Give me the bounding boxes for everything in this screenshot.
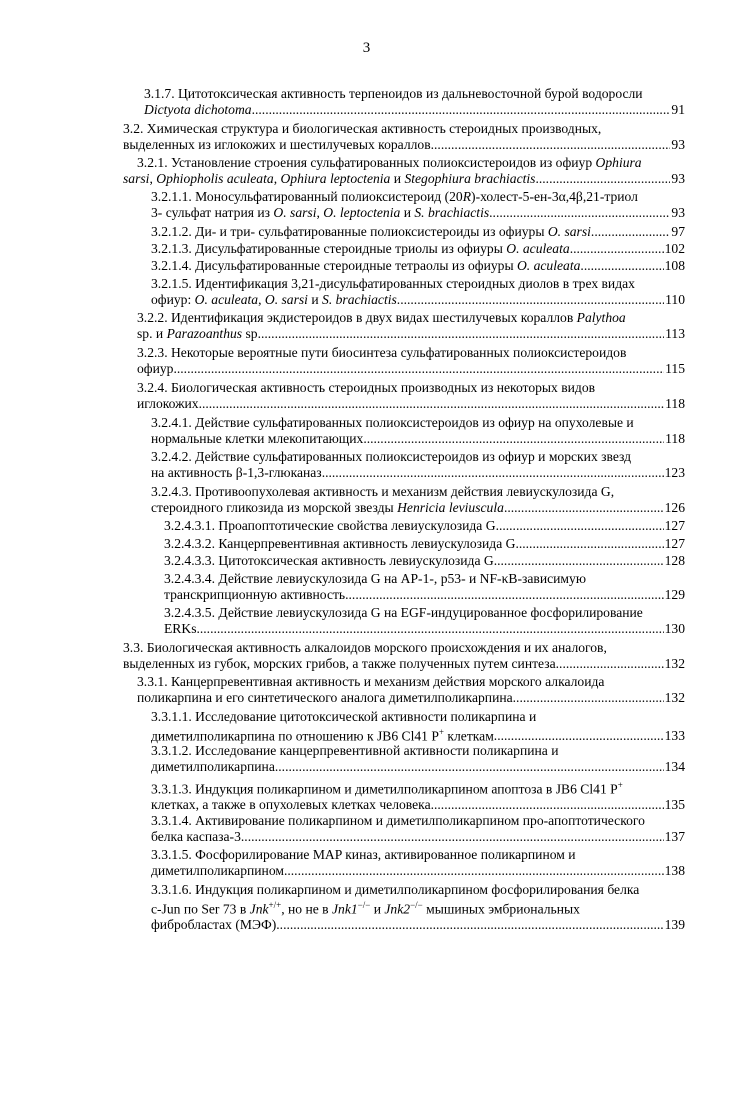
toc-page-number: 135 (664, 797, 685, 813)
toc-entry[interactable] (151, 415, 685, 446)
toc-entry[interactable] (137, 380, 685, 411)
dot-leader (556, 656, 664, 672)
dot-leader (496, 518, 664, 534)
toc-entry-line: 3.3. Биологическая активность алкалоидов морского происхождения и их аналогов, (123, 640, 607, 655)
dot-leader (494, 728, 664, 744)
toc-page-number: 133 (664, 728, 685, 744)
dot-leader (199, 396, 665, 412)
page-number: 3 (362, 40, 371, 56)
toc-entry[interactable] (144, 86, 685, 117)
toc-entry-line: 3- сульфат натрия из O. sarsi, O. leptoctenia и S. brachiactis (151, 204, 490, 220)
toc-entry[interactable] (151, 241, 685, 257)
toc-page-number: 93 (671, 170, 685, 186)
dot-leader (363, 431, 664, 447)
toc-entry-line: sp. и Parazoanthus sp. (137, 325, 261, 341)
toc-entry-line: 3.2.4.3.3. Цитотоксическая активность левиускулозида G (164, 553, 494, 568)
toc-entry-line: c-Jun по Ser 73 в Jnk+/+, но не в Jnk1−/− и Jnk2−/− мышиных эмбриональных (151, 899, 580, 917)
toc-entry[interactable] (137, 345, 685, 376)
toc-entry[interactable] (151, 189, 685, 220)
toc-entry-line: поликарпина и его синтетического аналога диметилполикарпина (137, 689, 513, 705)
toc-entry[interactable] (151, 224, 685, 240)
toc-page-number: 138 (664, 862, 685, 878)
toc-page-number: 139 (664, 916, 685, 932)
toc-entry-line: 3.2. Химическая структура и биологическая активность стероидных производных, (123, 121, 602, 136)
toc-entry-line: 3.2.4. Биологическая активность стероидных производных из некоторых видов (137, 380, 596, 395)
toc-entry-line: диметилполикарпином (151, 862, 284, 878)
toc-page-number: 128 (664, 553, 685, 568)
toc-entry-line: 3.3.1.1. Исследование цитотоксической активности поликарпина и (151, 709, 537, 724)
toc-page-number: 123 (664, 464, 685, 480)
toc-entry[interactable] (151, 258, 685, 274)
toc-entry[interactable] (164, 518, 685, 534)
toc-page-number: 127 (664, 536, 685, 551)
toc-entry-line: 3.3.1.4. Активирование поликарпином и диметилполикарпином про-апоптотического (151, 813, 645, 828)
dot-leader (494, 553, 664, 569)
toc-entry-line: 3.2.3. Некоторые вероятные пути биосинтеза сульфатированных полиоксистероидов (137, 345, 627, 360)
toc-page-number: 129 (664, 586, 685, 602)
dot-leader (276, 917, 663, 933)
toc-entry[interactable] (151, 882, 685, 932)
dot-leader (196, 621, 663, 637)
toc-entry[interactable] (123, 121, 685, 152)
toc-entry-line: 3.2.1.5. Идентификация 3,21-дисульфатированных стероидных диолов в трех видах (151, 276, 635, 291)
toc-entry-line: sarsi, Ophiopholis aculeata, Ophiura leptoctenia и Stegophiura brachiactis (123, 170, 536, 186)
dot-leader (535, 171, 670, 187)
toc-entry-line: 3.3.1.5. Фосфорилирование MAP киназ, активированное поликарпином и (151, 847, 576, 862)
dot-leader (513, 690, 664, 706)
toc-entry-line: 3.2.1.4. Дисульфатированные стероидные тетраолы из офиуры O. aculeata (151, 258, 581, 273)
toc-entry-line: 3.2.4.1. Действие сульфатированных полиоксистероидов из офиур на опухолевые и (151, 415, 634, 430)
toc-entry-line: офиур: O. aculeata, O. sarsi и S. brachiactis (151, 291, 397, 307)
toc-entry-line: офиур (137, 360, 174, 376)
toc-page-number: 110 (665, 291, 685, 307)
toc-entry-line: диметилполикарпина по отношению к JB6 Cl41 P+ клеткам (151, 726, 494, 744)
toc-entry-line: 3.2.4.3. Противоопухолевая активность и механизм действия левиускулозида G, (151, 484, 615, 499)
toc-entry-line: стероидного гликозида из морской звезды Henricia leviuscula (151, 499, 504, 515)
toc-entry-line: диметилполикарпина (151, 758, 275, 774)
toc-entry-line: клетках, а также в опухолевых клетках человека (151, 797, 431, 813)
dot-leader (591, 224, 670, 240)
toc-entry[interactable] (151, 743, 685, 774)
toc-page-number: 108 (664, 258, 685, 273)
dot-leader (570, 241, 664, 257)
toc-entry-line: 3.3.1. Канцерпревентивная активность и механизм действия морского алкалоида (137, 674, 605, 689)
toc-entry-line: нормальные клетки млекопитающих (151, 430, 364, 446)
toc-entry-line: 3.2.4.3.5. Действие левиускулозида G на EGF-индуцированное фосфорилирование (164, 605, 643, 620)
toc-entry-line: 3.2.4.2. Действие сульфатированных полиоксистероидов из офиур и морских звезд (151, 449, 632, 464)
dot-leader (173, 361, 664, 377)
dot-leader (284, 863, 664, 879)
toc-entry[interactable] (123, 640, 685, 671)
toc-page-number: 137 (664, 828, 685, 844)
toc-page-number: 102 (664, 241, 685, 256)
dot-leader (515, 536, 663, 552)
toc-entry[interactable] (137, 674, 685, 705)
toc-entry[interactable] (164, 553, 685, 569)
toc-entry-line: 3.1.7. Цитотоксическая активность терпеноидов из дальневосточной бурой водоросли (144, 86, 643, 101)
dot-leader (345, 587, 663, 603)
dot-leader (580, 258, 663, 274)
toc-page-number: 126 (664, 499, 685, 515)
toc-page-number: 118 (665, 395, 685, 411)
dot-leader (431, 797, 664, 813)
toc-entry-line: 3.2.1.2. Ди- и три- сульфатированные полиоксистероиды из офиуры O. sarsi (151, 224, 591, 239)
toc-entry-line: 3.3.1.6. Индукция поликарпином и диметилполикарпином фосфорилирования белка (151, 882, 640, 897)
toc-entry[interactable] (151, 449, 685, 480)
toc-entry-line: выделенных из губок, морских грибов, а также полученных путем синтеза (123, 655, 556, 671)
toc-entry-line: выделенных из иглокожих и шестилучевых кораллов (123, 136, 431, 152)
toc-entry-line: 3.2.4.3.1. Проапоптотические свойства левиускулозида G (164, 518, 496, 533)
toc-entry-line: Dictyota dichotoma (144, 101, 252, 117)
toc-page-number: 130 (664, 620, 685, 636)
toc-page-number: 115 (665, 360, 685, 376)
toc-entry-line: 3.3.1.3. Индукция поликарпином и диметилполикарпином апоптоза в JB6 Cl41 P+ (151, 780, 623, 797)
dot-leader (397, 292, 664, 308)
toc-entry-line: на активность β-1,3-глюканаз (151, 464, 322, 480)
toc-entry[interactable] (164, 605, 685, 636)
toc-page-number: 134 (664, 758, 685, 774)
toc-entry[interactable] (151, 709, 685, 744)
toc-page-number: 93 (671, 136, 685, 152)
toc-entry-line: фибробластах (МЭФ) (151, 916, 277, 932)
toc-entry[interactable] (164, 536, 685, 552)
toc-page-number: 113 (665, 325, 685, 341)
toc-page-number: 93 (671, 204, 685, 220)
dot-leader (322, 465, 664, 481)
dot-leader (504, 500, 664, 516)
toc-page-number: 91 (671, 101, 685, 117)
dot-leader (275, 759, 664, 775)
toc-entry-line: ERKs (164, 620, 197, 636)
toc-entry-line: иглокожих (137, 395, 199, 411)
toc-entry-line: 3.3.1.2. Исследование канцерпревентивной активности поликарпина и (151, 743, 559, 758)
toc-entry-line: 3.2.1.1. Моносульфатированный полиоксистероид (20R)-холест-5-ен-3α,4β,21-триол (151, 189, 638, 204)
toc-page-number: 132 (664, 655, 685, 671)
dot-leader (261, 326, 664, 342)
toc-entry[interactable] (151, 276, 685, 307)
dot-leader (431, 137, 671, 153)
dot-leader (489, 205, 670, 221)
toc-page-number: 118 (665, 430, 685, 446)
dot-leader (241, 829, 664, 845)
toc-entry[interactable] (151, 484, 685, 515)
toc-page-number: 97 (671, 224, 685, 239)
dot-leader (252, 102, 671, 118)
toc-entry[interactable]: 3.2.1. Установление строения сульфатированных полиоксистероидов из офиур Ophiura sarsi, Ophiopholis aculeata, Ophiura leptoctenia и Stegophiura brachiactis ..... 93 (123, 155, 685, 186)
toc-entry[interactable] (164, 571, 685, 602)
toc-entry-line: 3.2.2. Идентификация экдистероидов в двух видах шестилучевых кораллов Palythoa (137, 310, 626, 325)
toc-entry-line: 3.2.1.3. Дисульфатированные стероидные триолы из офиуры O. aculeata (151, 241, 570, 256)
toc-page-number: 132 (664, 689, 685, 705)
toc-entry[interactable] (137, 310, 685, 341)
toc-entry-line: 3.2.4.3.2. Канцерпревентивная активность левиускулозида G (164, 536, 516, 551)
toc-entry-line: белка каспаза-3 (151, 828, 241, 844)
toc-entry-line: транскрипционную активность (164, 586, 346, 602)
toc-entry[interactable] (151, 778, 685, 813)
toc-entry-line: 3.2.4.3.4. Действие левиускулозида G на AP-1-, p53- и NF-κB-зависимую (164, 571, 586, 586)
toc-page-number: 127 (664, 518, 685, 533)
toc-entry[interactable] (151, 813, 685, 844)
toc-entry[interactable] (151, 847, 685, 878)
